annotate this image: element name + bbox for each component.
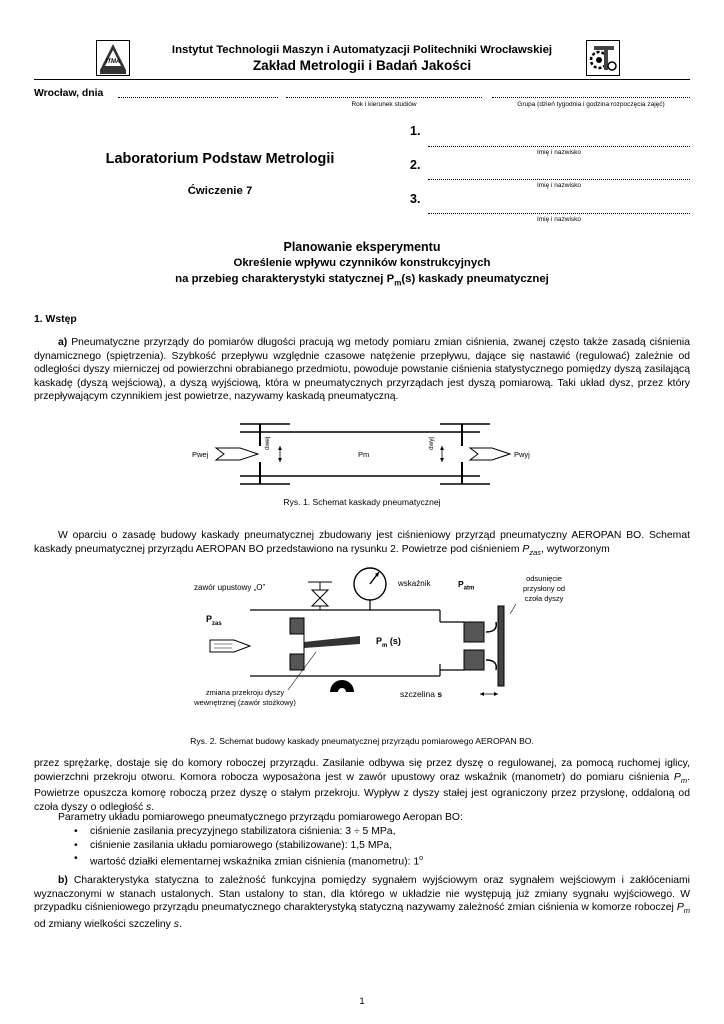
fig1-dwyj-label: dwyj xyxy=(428,436,435,450)
group-field[interactable] xyxy=(492,97,690,98)
figure-2-aeropan-schematic xyxy=(180,566,580,716)
fig1-pwyj-label: Pwyj xyxy=(514,450,530,459)
year-course-label: Rok i kierunek studiów xyxy=(351,101,417,108)
section-1-heading: 1. Wstęp xyxy=(34,314,77,325)
paragraph-2: W oparciu o zasadę budowy kaskady pneumatycznej zbudowany jest ciśnieniowy przyrząd pneumatyczny AEROPAN BO. Schemat kaskady pneumatycznej przyrządu AEROPAN BO przedstawiono na rysunku 2. Powietrze pod ciśnieniem $P_{zas}$, wytworzonym xyxy=(34,530,690,557)
lab-title: Laboratorium Podstaw Metrologii xyxy=(105,151,335,167)
topic-line-3: na przebieg charakterystyki statycznej $P_m(s)$ kaskady pneumatycznej xyxy=(175,273,549,288)
logo-left xyxy=(96,40,130,76)
date-field[interactable] xyxy=(118,97,278,98)
group-label: Grupa (dzień tygodnia i godzina rozpoczęcia zajęć) xyxy=(517,101,665,108)
paragraph-a: a) Pneumatyczne przyrządy do pomiarów długości pracują wg metody pomiaru zmian ciśnienia, zwanej często także zasadą ciśnienia dynamicznego (spiętrzenia). Szybkość przepływu względnie czasowe natężenie przepływu, dające się nastawić (regulować) zależnie od odległości dyszy mierniczej od powierzchni obrabianego przedmiotu, powoduje powstanie ciśnienia statystycznego pomiędzy dyszą zasilającą kaskadę (dyszą wejściową), a dyszą wyjściową, która w pneumatycznych przyrządach jest dyszą pomiarową. Taki układ dysz, przez który przepływającym czynnikiem jest powietrze, nazywamy kaskadą pneumatyczną. xyxy=(34,337,691,403)
student-3-field[interactable] xyxy=(428,213,690,214)
institute-name: Instytut Technologii Maszyn i Automatyzacji Politechniki Wrocławskiej xyxy=(171,44,553,56)
year-course-field[interactable] xyxy=(286,97,482,98)
paragraph-3: przez sprężarkę, dostaje się do komory roboczej przyrządu. Zasilanie odbywa się przez dyszę o regulowanej, za pomocą ruchomej iglicy, powierzchni przekroju otworu. Komora robocza wyposażona jest w zawór upustowy oraz wskaźnik (manometr) do pomiaru ciśnienia $P_m$. Powietrze opuszcza komorę roboczą przez dyszę o stałym przekroju. Wypływ z dyszy stałej jest ograniczony przez przysłonę, oddaloną od czoła dyszy o odległość s. xyxy=(34,758,690,813)
fig1-dwej-label: dwej xyxy=(264,436,271,450)
student-1-field[interactable] xyxy=(428,146,690,147)
figure-1-pneumatic-cascade xyxy=(180,420,550,502)
fig2-patm-label: $P_{atm}$ xyxy=(458,579,475,592)
student-2-number: 2. xyxy=(410,158,421,172)
fig2-gap-label: szczelina s xyxy=(400,689,443,699)
student-1-number: 1. xyxy=(410,124,421,138)
list-item: • ciśnienie zasilania układu pomiarowego (stabilizowane): 1,5 MPa, xyxy=(70,839,690,853)
topic-line-1: Planowanie eksperymentu xyxy=(283,240,441,254)
gear-caliper-logo-icon xyxy=(586,40,620,76)
fig2-flap-note: odsunięcie przysłony od czoła dyszy xyxy=(522,574,566,603)
page-number: 1 xyxy=(359,996,365,1007)
fig2-pm-label: $P_m$ (s) xyxy=(376,636,401,649)
student-3-label: Imię i nazwisko xyxy=(536,216,582,223)
logo-left-text: ITMA xyxy=(105,59,121,65)
list-item: • wartość działki elementarnej wskaźnika zmian ciśnienia (manometru): 1$^o$ xyxy=(70,852,690,869)
student-1-label: Imię i nazwisko xyxy=(536,149,582,156)
fig1-pm-label: Pm xyxy=(358,450,370,459)
fig2-indicator-label: wskaźnik xyxy=(398,579,431,588)
exercise-title: Ćwiczenie 7 xyxy=(187,185,253,197)
student-2-label: Imię i nazwisko xyxy=(536,182,582,189)
department-name: Zakład Metrologii i Badań Jakości xyxy=(252,58,472,73)
parameters-intro: Parametry układu pomiarowego pneumatycznego przyrządu pomiarowego Aeropan BO: xyxy=(58,812,463,823)
student-2-field[interactable] xyxy=(428,179,690,180)
fig1-pwej-label: Pwej xyxy=(192,450,209,459)
fig2-nozzle-note: zmiana przekroju dyszy wewnętrznej (zawór stożkowy) xyxy=(194,688,296,707)
figure-1-caption: Rys. 1. Schemat kaskady pneumatycznej xyxy=(283,497,441,507)
topic-line-2: Określenie wpływu czynników konstrukcyjnych xyxy=(233,257,491,269)
list-item: • ciśnienie zasilania precyzyjnego stabilizatora ciśnienia: 3 ÷ 5 MPa, xyxy=(70,825,690,839)
city-date-label: Wrocław, dnia xyxy=(34,88,104,99)
parameters-list xyxy=(70,825,690,869)
student-3-number: 3. xyxy=(410,192,421,206)
fig2-valve-label: zawór upustowy „O” xyxy=(194,583,266,592)
figure-2-caption: Rys. 2. Schemat budowy kaskady pneumatycznej przyrządu pomiarowego AEROPAN BO. xyxy=(190,736,534,746)
paragraph-b: b) Charakterystyka statyczna to zależność funkcyjna pomiędzy sygnałem wyjściowym oraz sygnałem wejściowym i zakłóceniami wyznaczonymi w stanach ustalonych. Stan ustalony to stan, dla którego w układzie nie występują już zmiany sygnału wyjściowego. W przypadku ciśnieniowego przyrządu pneumatycznego charakterystyką statyczną nazywamy zależność zmian ciśnienia w komorze roboczej $P_m$ od zmiany wielkości szczeliny s. xyxy=(34,875,690,930)
header-rule xyxy=(34,79,690,80)
fig2-pzas-label: $P_{zas}$ xyxy=(206,614,222,627)
